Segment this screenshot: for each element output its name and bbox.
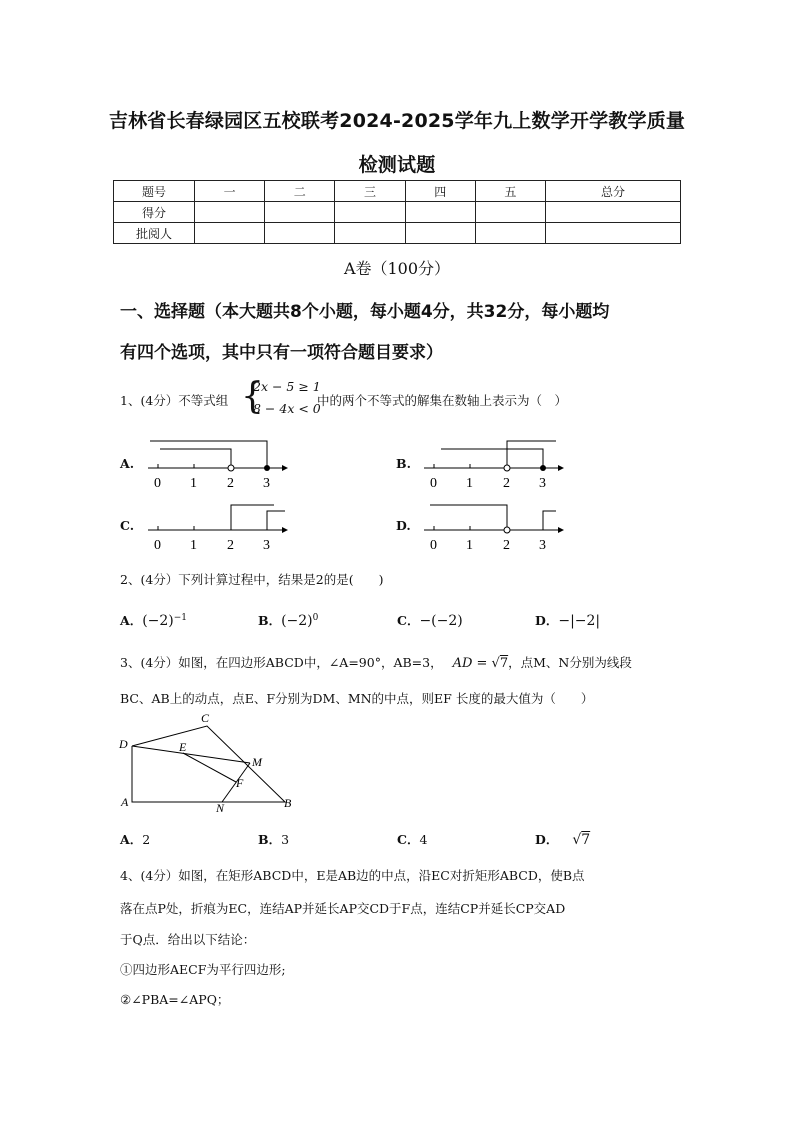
q1-option-a-label: A. (120, 456, 135, 471)
option-expr: −(−2) (419, 613, 463, 629)
axis-label: 3 (263, 476, 270, 491)
q2-option-d (535, 611, 600, 629)
option-letter: B． (258, 613, 282, 628)
page-title-line2: 检测试题 (358, 154, 436, 176)
q2-option-c (397, 611, 463, 629)
score-cell[interactable] (195, 202, 265, 223)
section-heading-line2: 有四个选项，其中只有一项符合题目要求） (120, 343, 443, 363)
score-cell[interactable] (475, 202, 545, 223)
number-line-d (416, 496, 566, 554)
score-cell[interactable] (265, 223, 335, 244)
option-letter: C． (397, 613, 420, 628)
score-table-header: 题号 (114, 181, 195, 202)
score-table (113, 180, 681, 244)
option-value: 7 (581, 832, 591, 848)
q4-conclusion-2: ②∠PBA=∠APQ； (120, 992, 230, 1007)
axis-label: 3 (263, 538, 270, 553)
section-heading: 一、选择题（本大题共8个小题，每小题4分，共32分，每小题均 (120, 302, 610, 322)
q3-option-c (397, 830, 427, 848)
number-line-b (416, 434, 566, 492)
score-table-header-row (114, 181, 681, 202)
axis-label: 0 (154, 476, 161, 491)
q2-option-b (258, 611, 318, 629)
option-value: 3 (281, 832, 290, 847)
axis-label: 1 (190, 538, 197, 553)
q1-option-b-label: B. (396, 456, 411, 471)
score-row-label: 批阅人 (114, 223, 195, 244)
axis-label: 2 (503, 538, 510, 553)
number-line-a (140, 434, 290, 492)
score-cell[interactable] (335, 223, 405, 244)
q2-option-a (120, 611, 187, 629)
fig-label: E (179, 740, 187, 754)
q1-option-c-label: C. (120, 518, 135, 533)
score-table-header: 五 (475, 181, 545, 202)
score-table-header: 总分 (546, 181, 681, 202)
option-exponent: −1 (173, 612, 188, 623)
q1-inequality-1: 2x − 5 ≥ 1 (253, 379, 321, 394)
score-table-header: 四 (405, 181, 475, 202)
axis-label: 1 (466, 538, 473, 553)
score-cell[interactable] (405, 202, 475, 223)
fig-label: N (216, 801, 225, 815)
option-letter: B． (258, 832, 282, 847)
axis-label: 2 (503, 476, 510, 491)
q3-stem-line2: BC、AB上的动点，点E、F分别为DM、MN的中点，则EF 长度的最大值为（ ） (120, 691, 594, 706)
axis-label: 1 (466, 476, 473, 491)
score-table-row (114, 202, 681, 223)
q4-stem-line2: 落在点P处，折痕为EC，连结AP并延长AP交CD于F点，连结CP并延长CP交AD (120, 901, 566, 916)
axis-label: 1 (190, 476, 197, 491)
axis-label: 0 (430, 476, 437, 491)
axis-label: 3 (539, 538, 546, 553)
fig-label: A (121, 795, 129, 809)
score-cell[interactable] (475, 223, 545, 244)
q1-inequality-2: 8 − 4x < 0 (253, 401, 321, 416)
fig-label: C (201, 711, 210, 725)
fig-label: D (119, 737, 128, 751)
score-cell[interactable] (195, 223, 265, 244)
score-table-header: 三 (335, 181, 405, 202)
q3-stem-a: 3、(4分）如图，在四边形ABCD中，∠A=90°，AB=3， (120, 655, 443, 670)
q4-conclusion-1: ①四边形AECF为平行四边形; (120, 962, 286, 977)
q1-suffix: 中的两个不等式的解集在数轴上表示为（ ） (317, 393, 568, 408)
number-line-c (140, 496, 290, 554)
option-expr: (−2) (142, 613, 174, 629)
option-letter: C． (397, 832, 420, 847)
option-expr: −|−2| (558, 613, 601, 629)
option-value: 4 (419, 832, 428, 847)
q3-option-d: D． √7 (535, 832, 591, 848)
fig-label: F (236, 776, 244, 790)
q3-sqrt-value: 7 (499, 656, 509, 671)
q2-stem: 2、(4分）下列计算过程中，结果是2的是( ) (120, 572, 384, 587)
q3-geometry-figure (115, 710, 300, 815)
fig-label: M (252, 755, 262, 769)
axis-label: 0 (154, 538, 161, 553)
q3-ad-label: AD = (452, 656, 492, 671)
q3-option-a (120, 830, 150, 848)
score-table-header: 二 (265, 181, 335, 202)
score-row-label: 得分 (114, 202, 195, 223)
axis-label: 2 (227, 476, 234, 491)
axis-label: 3 (539, 476, 546, 491)
fig-label: B (284, 796, 292, 810)
score-table-header: 一 (195, 181, 265, 202)
score-cell[interactable] (546, 202, 681, 223)
q4-stem-line3: 于Q点．给出以下结论： (120, 932, 256, 947)
option-exponent: 0 (312, 612, 319, 623)
score-cell[interactable] (265, 202, 335, 223)
option-letter: D． (535, 613, 559, 628)
q1-option-d-label: D. (396, 518, 411, 533)
option-letter: D． (535, 832, 559, 847)
score-cell[interactable] (546, 223, 681, 244)
q3-stem-b: ，点M、N分别为线段 (508, 655, 632, 670)
system-brace: { (241, 376, 264, 417)
q4-stem-line1: 4、(4分）如图，在矩形ABCD中，E是AB边的中点，沿EC对折矩形ABCD，使B点 (120, 868, 585, 883)
q3-stem: 3、(4分）如图，在四边形ABCD中，∠A=90°，AB=3， AD = √7，点M、N分别为线段 (120, 655, 632, 671)
axis-label: 0 (430, 538, 437, 553)
option-value: 2 (142, 832, 151, 847)
q3-option-b (258, 830, 289, 848)
volume-heading: A卷（100分） (343, 259, 451, 278)
axis-label: 2 (227, 538, 234, 553)
option-expr: (−2) (281, 613, 313, 629)
score-table-row (114, 223, 681, 244)
option-letter: A． (120, 832, 143, 847)
q1-prefix: 1、(4分）不等式组 (120, 393, 229, 408)
score-cell[interactable] (335, 202, 405, 223)
page-title: 吉林省长春绿园区五校联考2024-2025学年九上数学开学教学质量 (108, 110, 686, 132)
score-cell[interactable] (405, 223, 475, 244)
option-letter: A． (120, 613, 143, 628)
